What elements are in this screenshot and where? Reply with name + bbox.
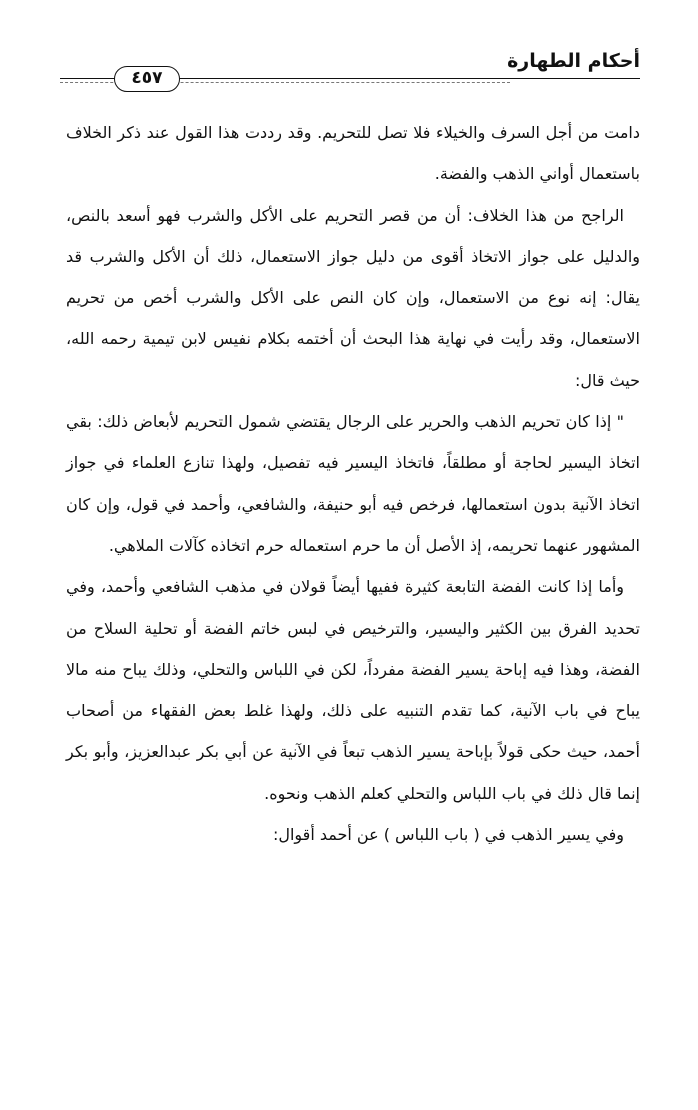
page-header [60, 44, 640, 94]
paragraph: وأما إذا كانت الفضة التابعة كثيرة ففيها أيضاً قولان في مذهب الشافعي وأحمد، وفي تحديد الفرق بين الكثير واليسير، والترخيص في لبس خاتم الفضة أو تحلية السلاح من الفضة، وهذا فيه إباحة يسير الفضة مفرداً، لكن في اللباس والتحلي، وذلك يباح منه مالا يباح في باب الآنية، كما تقدم التنبيه على ذلك، ولهذا غلط بعض الفقهاء من أصحاب أحمد، حيث حكى قولاً بإباحة يسير الذهب تبعاً في الآنية عن أبي بكر عبدالعزيز، وأبو بكر إنما قال ذلك في باب اللباس والتحلي كعلم الذهب ونحوه. [66, 577, 640, 803]
quote-paragraph: " إذا كان تحريم الذهب والحرير على الرجال يقتضي شمول التحريم لأبعاض ذلك: بقي اتخاذ اليسير لحاجة أو مطلقاً، فاتخاذ اليسير فيه تفصيل، ولهذا تنازع العلماء في جواز اتخاذ الآنية بدون استعمالها، فرخص فيه أبو حنيفة، والشافعي، وأحمد في قول، وإن كان المشهور عنهما تحريمه، إذ الأصل أن ما حرم استعماله حرم اتخاذه كآلات الملاهي. [66, 412, 640, 555]
paragraph: وفي يسير الذهب في ( باب اللباس ) عن أحمد أقوال: [272, 825, 624, 845]
paragraph: الراجح من هذا الخلاف: أن من قصر التحريم على الأكل والشرب فهو أسعد بالنص، والدليل على جواز الاتخاذ أقوى من دليل جواز الاستعمال، ذلك أن الأكل والشرب قد يقال: إنه نوع من الاستعمال، وإن كان النص على الأكل والشرب أخص من تحريم الاستعمال، وقد رأيت في نهاية هذا البحث أن أختمه بكلام نفيس لابن تيمية رحمه الله، حيث قال: [66, 205, 640, 390]
paragraph: دامت من أجل السرف والخيلاء فلا تصل للتحريم. وقد رددت هذا القول عند ذكر الخلاف باستعمال أواني الذهب والفضة. [66, 123, 640, 184]
page-number: ٤٥٧ [114, 66, 180, 92]
book-title: أحكام الطهارة [507, 50, 640, 72]
page-body [66, 112, 640, 855]
